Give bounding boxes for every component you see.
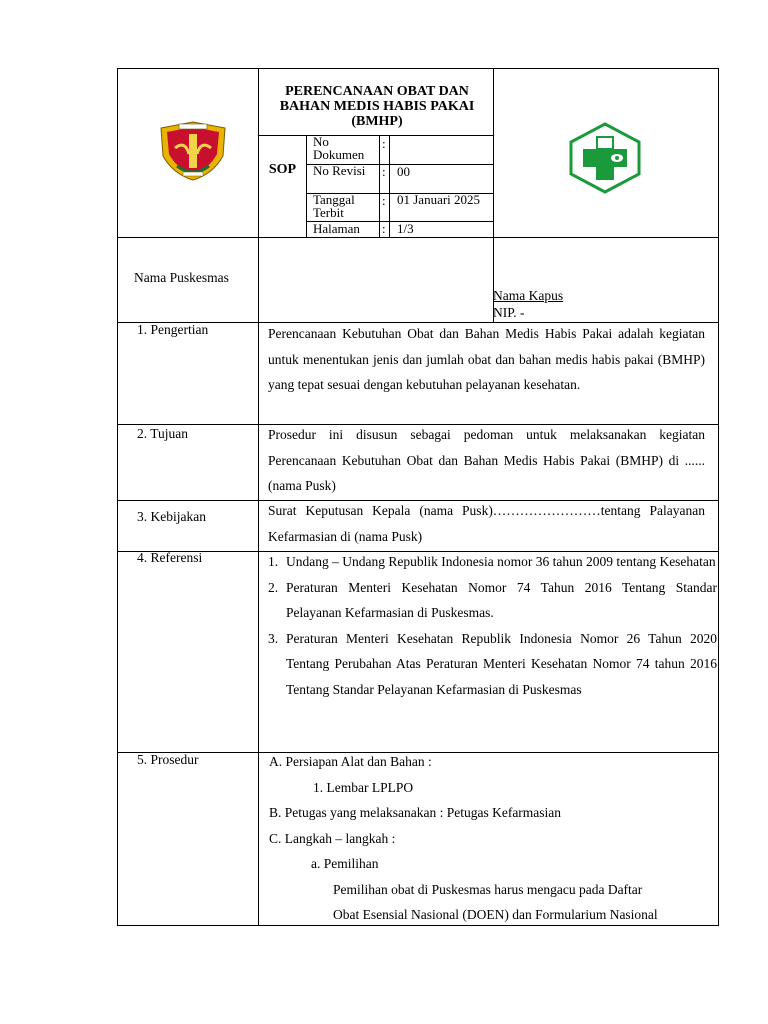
divider <box>117 237 719 238</box>
divider <box>258 322 259 926</box>
meta-label-halaman: Halaman <box>313 221 360 236</box>
prosedur-content <box>269 749 709 928</box>
section-label-kebijakan: 3. Kebijakan <box>137 509 206 524</box>
list-text: Peraturan Menteri Kesehatan Republik Indonesia Nomor 26 Tahun 2020 Tentang Perubahan Atas Peraturan Menteri Kesehatan Nomor 74 tahun 2016 Tentang Standar Pelayanan Kefarmasian di Puskesmas <box>286 630 717 697</box>
puskesmas-name-label: Nama Puskesmas <box>134 270 229 285</box>
pengertian-text: Perencanaan Kebutuhan Obat dan Bahan Medis Habis Pakai adalah kegiatan untuk menentukan jenis dan jumlah obat dan bahan medis habis pakai (BMHP) yang tepat sesuai dengan kebutuhan pelayanan kesehatan. <box>268 326 705 392</box>
meta-label-no-revisi: No Revisi <box>313 163 366 178</box>
title-line: BAHAN MEDIS HABIS PAKAI <box>279 99 475 114</box>
meta-separator: : <box>382 164 386 179</box>
list-item <box>268 575 717 626</box>
prosedur-sub-item: a. Pemilihan <box>311 856 379 871</box>
kebijakan-text: Surat Keputusan Kepala (nama Pusk)……………………tentang Palayanan Kefarmasian di (nama Pusk) <box>268 503 705 544</box>
title-line: PERENCANAAN OBAT DAN <box>285 84 469 99</box>
meta-label-tanggal-terbit: Tanggal Terbit <box>313 192 355 220</box>
prosedur-step-b: B. Petugas yang melaksanakan : Petugas Kefarmasian <box>269 805 562 820</box>
list-text: Peraturan Menteri Kesehatan Nomor 74 Tahun 2016 Tentang Standar Pelayanan Kefarmasian di Puskesmas. <box>286 579 717 620</box>
nip-value: NIP. - <box>493 305 525 320</box>
prosedur-step-c: C. Langkah – langkah : <box>269 830 396 846</box>
meta-value-halaman: 1/3 <box>397 221 414 236</box>
meta-value-tanggal-terbit: 01 Januari 2025 <box>397 192 481 207</box>
list-number: 1. <box>268 554 279 569</box>
prosedur-item: 1. Lembar LPLPO <box>313 779 414 795</box>
regional-government-crest-icon <box>153 114 233 184</box>
list-text: Undang – Undang Republik Indonesia nomor 36 tahun 2009 tentang Kesehatan <box>286 554 716 569</box>
list-item <box>268 549 717 575</box>
list-number: 2. <box>268 579 279 595</box>
section-label-referensi: 4. Referensi <box>137 550 203 565</box>
sop-label: SOP <box>268 162 297 177</box>
title-line: (BMHP) <box>351 114 403 129</box>
section-label-prosedur: 5. Prosedur <box>137 752 199 767</box>
prosedur-sub-text: Obat Esensial Nasional (DOEN) dan Formularium Nasional <box>333 907 658 922</box>
meta-value-no-revisi: 00 <box>397 164 410 179</box>
referensi-list <box>268 549 717 702</box>
meta-label-no-dokumen: No Dokumen <box>313 134 365 162</box>
prosedur-sub-text: Pemilihan obat di Puskesmas harus mengacu pada Daftar <box>333 881 643 897</box>
tujuan-text: Prosedur ini disusun sebagai pedoman untuk melaksanakan kegiatan Perencanaan Kebutuhan Obat dan Bahan Medis Habis Pakai (BMHP) di ......(nama Pusk) <box>268 427 705 493</box>
meta-separator: : <box>382 193 386 208</box>
sop-document <box>117 68 719 926</box>
meta-separator: : <box>382 136 386 151</box>
section-label-tujuan: 2. Tujuan <box>137 426 189 441</box>
list-number: 3. <box>268 630 279 646</box>
document-title <box>259 84 495 129</box>
prosedur-step-a: A. Persiapan Alat dan Bahan : <box>269 754 432 769</box>
meta-separator: : <box>382 221 386 236</box>
puskesmas-green-cross-icon <box>567 122 643 194</box>
section-label-pengertian: 1. Pengertian <box>137 322 209 337</box>
kapus-name: Nama Kapus <box>493 288 564 303</box>
list-item <box>268 626 717 703</box>
